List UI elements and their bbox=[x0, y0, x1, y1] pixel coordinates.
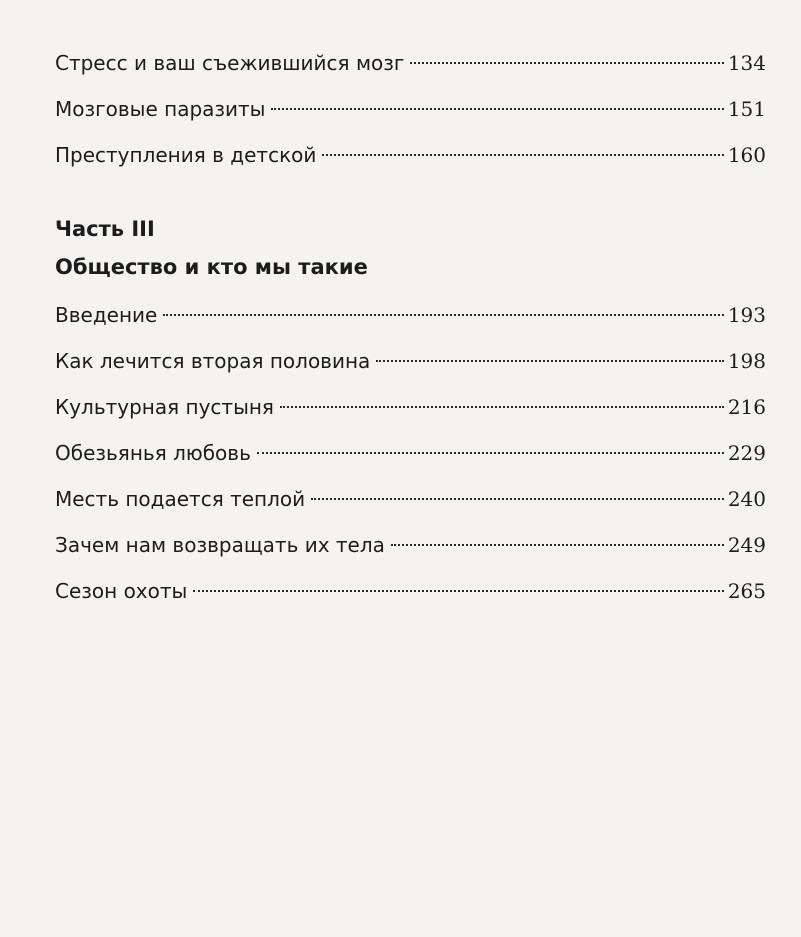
toc-entry bbox=[55, 568, 766, 614]
toc-entry-title: Зачем нам возвращать их тела bbox=[55, 533, 385, 557]
toc-entry-page: 265 bbox=[727, 579, 766, 603]
toc-leader-dots bbox=[163, 314, 723, 316]
toc-leader-dots bbox=[311, 498, 724, 500]
toc-entry bbox=[55, 40, 766, 86]
toc-leader-dots bbox=[391, 544, 724, 546]
toc-entry-title: Стресс и ваш съежившийся мозг bbox=[55, 51, 405, 75]
toc-leader-dots bbox=[271, 108, 723, 110]
toc-entry-title: Мозговые паразиты bbox=[55, 97, 266, 121]
toc-entry-page: 134 bbox=[727, 51, 766, 75]
toc-leader-dots bbox=[280, 406, 724, 408]
toc-leader-dots bbox=[410, 62, 723, 64]
toc-entry-page: 193 bbox=[727, 303, 766, 327]
toc-entry-page: 216 bbox=[727, 395, 766, 419]
toc-entry-page: 198 bbox=[727, 349, 766, 373]
toc-entry-title: Как лечится вторая половина bbox=[55, 349, 371, 373]
part-header bbox=[55, 210, 766, 286]
toc-entry-title: Месть подается теплой bbox=[55, 487, 306, 511]
toc-leader-dots bbox=[322, 154, 723, 156]
toc-entry-title: Культурная пустыня bbox=[55, 395, 274, 419]
toc-leader-dots bbox=[193, 590, 723, 592]
toc-entry bbox=[55, 86, 766, 132]
toc-entry bbox=[55, 476, 766, 522]
toc-leader-dots bbox=[257, 452, 724, 454]
toc-entry-page: 240 bbox=[727, 487, 766, 511]
toc-entry-title: Введение bbox=[55, 303, 158, 327]
toc-entry bbox=[55, 132, 766, 178]
toc-entry bbox=[55, 292, 766, 338]
part-title: Общество и кто мы такие bbox=[55, 255, 368, 279]
toc-leader-dots bbox=[376, 360, 724, 362]
part-label: Часть III bbox=[55, 217, 155, 241]
toc-entry bbox=[55, 522, 766, 568]
toc-entry-page: 160 bbox=[727, 143, 766, 167]
toc-section-bottom bbox=[55, 292, 766, 614]
toc-entry bbox=[55, 384, 766, 430]
toc-entry-page: 151 bbox=[727, 97, 766, 121]
toc-entry-page: 249 bbox=[727, 533, 766, 557]
toc-section-top bbox=[55, 40, 766, 178]
toc-entry-title: Обезьянья любовь bbox=[55, 441, 251, 465]
toc-entry bbox=[55, 430, 766, 476]
toc-entry-title: Преступления в детской bbox=[55, 143, 317, 167]
toc-entry-page: 229 bbox=[727, 441, 766, 465]
toc-entry-title: Сезон охоты bbox=[55, 579, 188, 603]
toc-entry bbox=[55, 338, 766, 384]
